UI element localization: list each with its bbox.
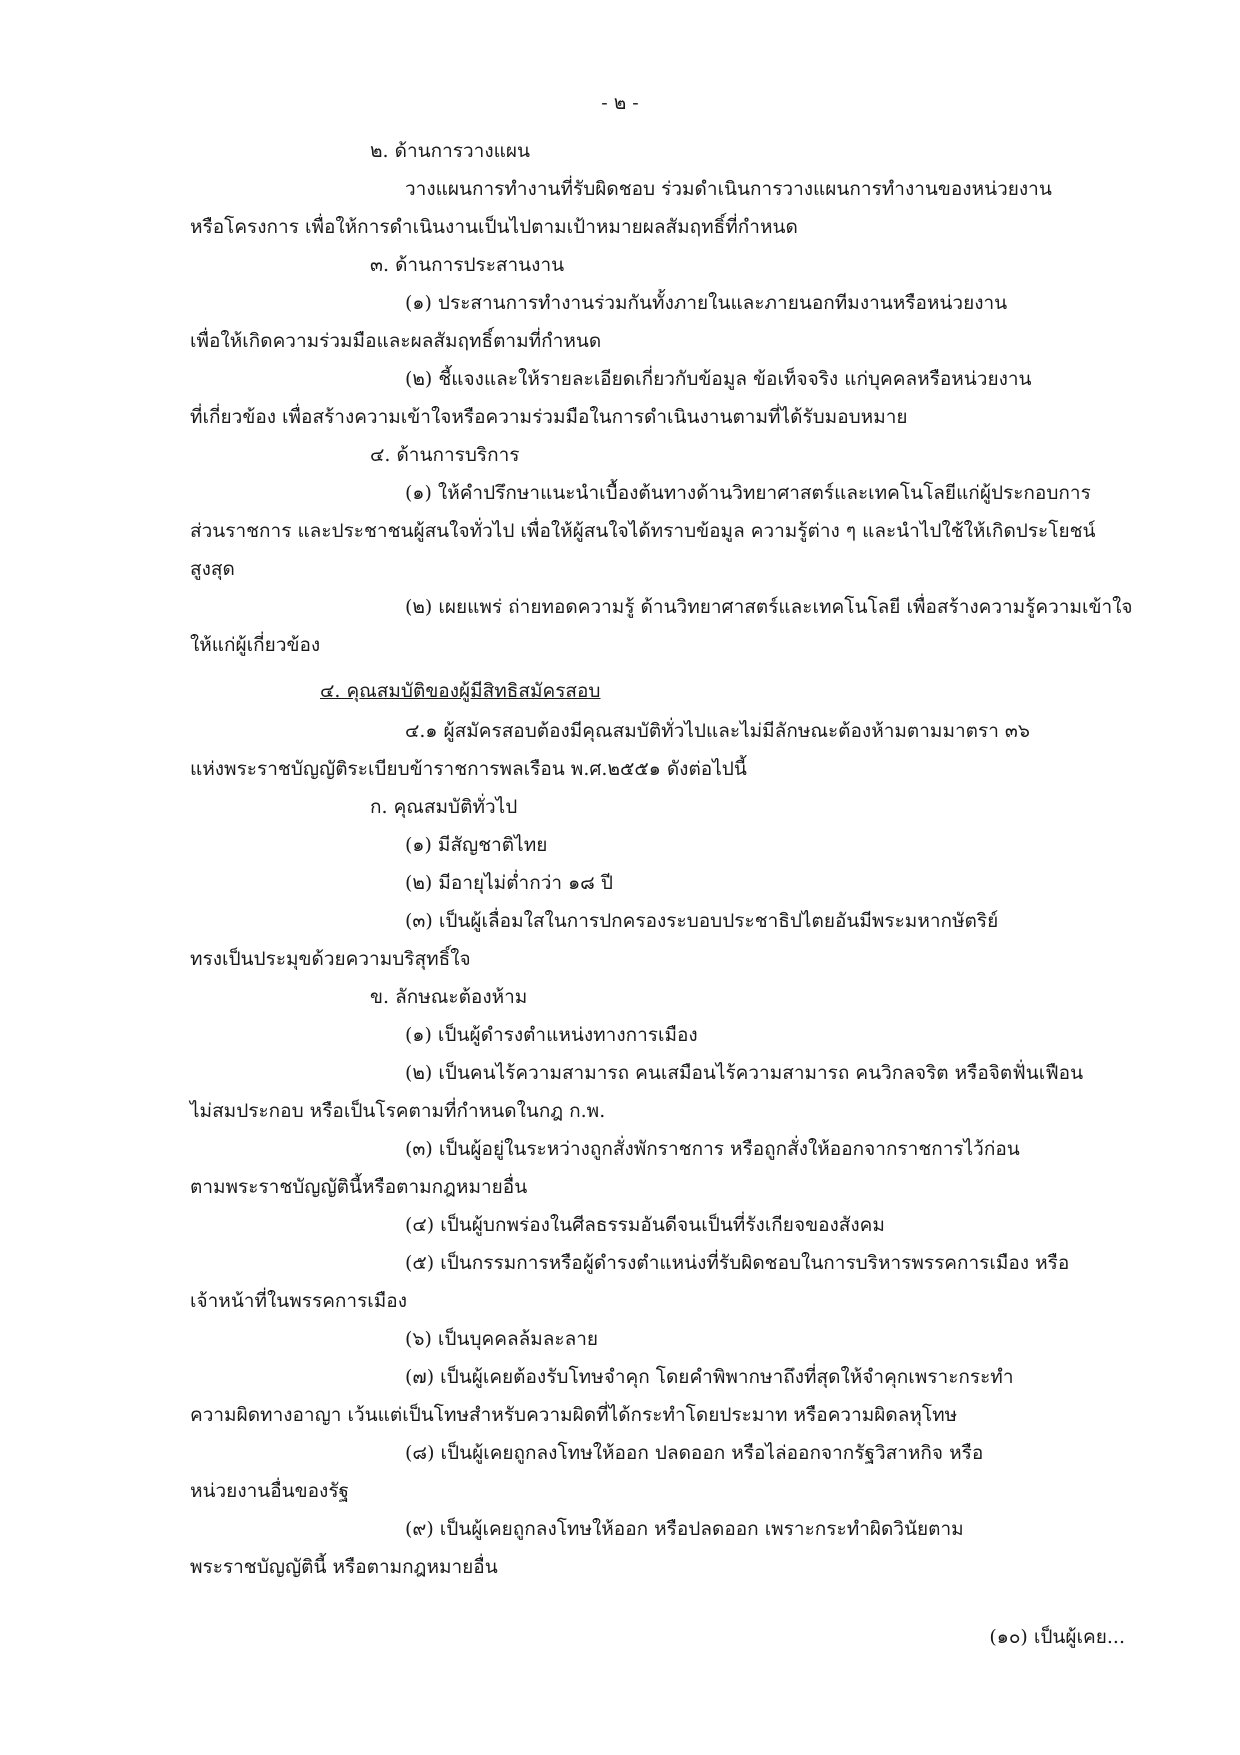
text-line: ๓. ด้านการประสานงาน [370,254,565,276]
text-line: (๒) เป็นคนไร้ความสามารถ คนเสมือนไร้ความสามารถ คนวิกลจริต หรือจิตฟั่นเฟือน [405,1062,1084,1084]
text-line: (๕) เป็นกรรมการหรือผู้ดำรงตำแหน่งที่รับผิดชอบในการบริหารพรรคการเมือง หรือ [405,1252,1070,1274]
text-line: (๑) ให้คำปรึกษาแนะนำเบื้องต้นทางด้านวิทยาศาสตร์และเทคโนโลยีแก่ผู้ประกอบการ [405,482,1091,504]
text-line: ข. ลักษณะต้องห้าม [370,986,528,1008]
text-line: (๑) เป็นผู้ดำรงตำแหน่งทางการเมือง [405,1024,698,1046]
text-line: (๒) ชี้แจงและให้รายละเอียดเกี่ยวกับข้อมูล ข้อเท็จจริง แก่บุคคลหรือหน่วยงาน [405,368,1032,390]
text-line: ก. คุณสมบัติทั่วไป [370,796,518,818]
text-line: ให้แก่ผู้เกี่ยวข้อง [190,634,321,656]
text-line: (๓) เป็นผู้เลื่อมใสในการปกครองระบอบประชาธิปไตยอันมีพระมหากษัตริย์ [405,910,999,932]
text-line: (๖) เป็นบุคคลล้มละลาย [405,1328,599,1350]
text-line: ทรงเป็นประมุขด้วยความบริสุทธิ์ใจ [190,948,471,970]
page-number: - ๒ - [601,92,639,114]
text-line: ๔. คุณสมบัติของผู้มีสิทธิสมัครสอบ [320,680,601,702]
text-line: (๘) เป็นผู้เคยถูกลงโทษให้ออก ปลดออก หรือไล่ออกจากรัฐวิสาหกิจ หรือ [405,1442,984,1464]
text-line: ที่เกี่ยวข้อง เพื่อสร้างความเข้าใจหรือความร่วมมือในการดำเนินงานตามที่ได้รับมอบหมาย [190,406,908,428]
text-line: พระราชบัญญัตินี้ หรือตามกฎหมายอื่น [190,1556,498,1578]
text-line: (๓) เป็นผู้อยู่ในระหว่างถูกสั่งพักราชการ หรือถูกสั่งให้ออกจากราชการไว้ก่อน [405,1138,1020,1160]
text-line: วางแผนการทำงานที่รับผิดชอบ ร่วมดำเนินการวางแผนการทำงานของหน่วยงาน [405,178,1052,200]
text-line: ไม่สมประกอบ หรือเป็นโรคตามที่กำหนดในกฎ ก.พ. [190,1100,606,1122]
text-line: (๒) เผยแพร่ ถ่ายทอดความรู้ ด้านวิทยาศาสตร์และเทคโนโลยี เพื่อสร้างความรู้ความเข้าใจ [405,596,1133,618]
text-line: ๔. ด้านการบริการ [370,444,520,466]
text-line: ส่วนราชการ และประชาชนผู้สนใจทั่วไป เพื่อให้ผู้สนใจได้ทราบข้อมูล ความรู้ต่าง ๆ และนำไปใช้ให้เกิดประโยชน์ [190,520,1096,542]
text-line: (๒) มีอายุไม่ต่ำกว่า ๑๘ ปี [405,872,613,894]
text-line: หน่วยงานอื่นของรัฐ [190,1480,350,1502]
text-line: สูงสุด [190,558,235,580]
text-line: (๑) มีสัญชาติไทย [405,834,548,856]
text-line: หรือโครงการ เพื่อให้การดำเนินงานเป็นไปตามเป้าหมายผลสัมฤทธิ์ที่กำหนด [190,216,798,238]
text-line: ความผิดทางอาญา เว้นแต่เป็นโทษสำหรับความผิดที่ได้กระทำโดยประมาท หรือความผิดลหุโทษ [190,1404,958,1426]
text-line: (๑) ประสานการทำงานร่วมกันทั้งภายในและภายนอกทีมงานหรือหน่วยงาน [405,292,1008,314]
text-line: แห่งพระราชบัญญัติระเบียบข้าราชการพลเรือน พ.ศ.๒๕๕๑ ดังต่อไปนี้ [190,758,747,780]
text-line: เพื่อให้เกิดความร่วมมือและผลสัมฤทธิ์ตามที่กำหนด [190,330,602,352]
text-line: ๒. ด้านการวางแผน [370,140,530,162]
continuation-footer: (๑๐) เป็นผู้เคย... [989,1626,1125,1648]
text-line: เจ้าหน้าที่ในพรรคการเมือง [190,1290,407,1312]
text-line: (๗) เป็นผู้เคยต้องรับโทษจำคุก โดยคำพิพากษาถึงที่สุดให้จำคุกเพราะกระทำ [405,1366,1014,1388]
text-line: ตามพระราชบัญญัตินี้หรือตามกฎหมายอื่น [190,1176,528,1198]
text-line: (๙) เป็นผู้เคยถูกลงโทษให้ออก หรือปลดออก เพราะกระทำผิดวินัยตาม [405,1518,964,1540]
text-line: (๔) เป็นผู้บกพร่องในศีลธรรมอันดีจนเป็นที่รังเกียจของสังคม [405,1214,885,1236]
text-line: ๔.๑ ผู้สมัครสอบต้องมีคุณสมบัติทั่วไปและไม่มีลักษณะต้องห้ามตามมาตรา ๓๖ [405,720,1030,742]
